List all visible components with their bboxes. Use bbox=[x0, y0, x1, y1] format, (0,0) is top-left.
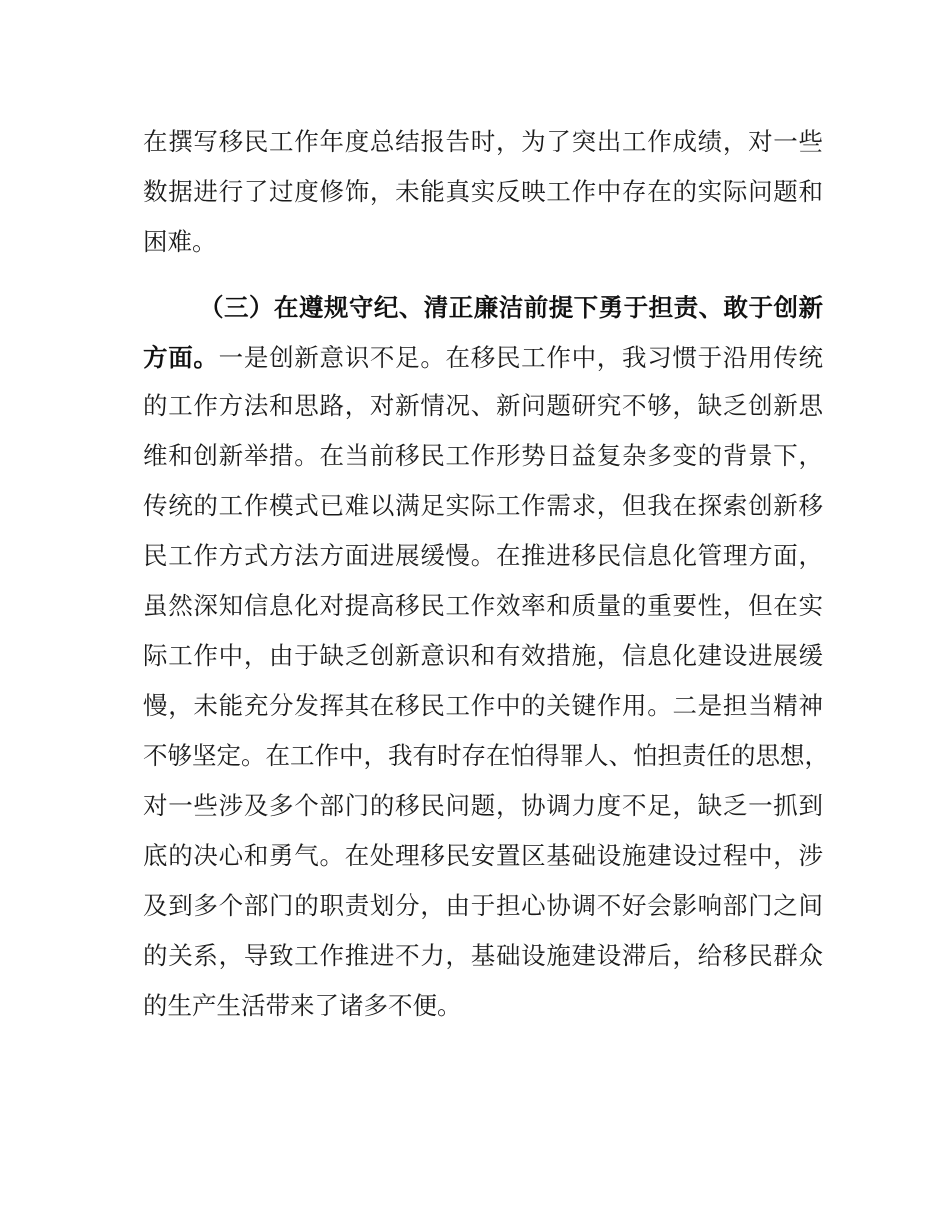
paragraph-2-line: 虽然深知信息化对提高移民工作效率和质量的重要性，但在实 bbox=[143, 591, 823, 620]
paragraph-2-line: 及到多个部门的职责划分，由于担心协调不好会影响部门之间 bbox=[143, 891, 823, 920]
paragraph-2-line: 底的决心和勇气。在处理移民安置区基础设施建设过程中，涉 bbox=[143, 841, 823, 870]
paragraph-1-line-2: 数据进行了过度修饰，未能真实反映工作中存在的实际问题和 bbox=[143, 177, 823, 206]
paragraph-2-line: 际工作中，由于缺乏创新意识和有效措施，信息化建设进展缓 bbox=[143, 641, 823, 670]
paragraph-2-line: 传统的工作模式已难以满足实际工作需求，但我在探索创新移 bbox=[143, 491, 823, 520]
paragraph-2-line: 对一些涉及多个部门的移民问题，协调力度不足，缺乏一抓到 bbox=[143, 791, 823, 820]
paragraph-2-line: 慢，未能充分发挥其在移民工作中的关键作用。二是担当精神 bbox=[143, 691, 823, 720]
paragraph-2-last-line: 的生产生活带来了诸多不便。 bbox=[143, 991, 462, 1020]
paragraph-1-line-3: 困难。 bbox=[143, 227, 217, 256]
paragraph-2-line: 不够坚定。在工作中，我有时存在怕得罪人、怕担责任的思想， bbox=[143, 741, 829, 770]
section-heading-line-1: （三）在遵规守纪、清正廉洁前提下勇于担责、敢于创新 bbox=[199, 293, 823, 322]
paragraph-2-line: 的工作方法和思路，对新情况、新问题研究不够，缺乏创新思 bbox=[143, 391, 823, 420]
paragraph-2-line: 的关系，导致工作推进不力，基础设施建设滞后，给移民群众 bbox=[143, 941, 823, 970]
paragraph-2-line: 维和创新举措。在当前移民工作形势日益复杂多变的背景下， bbox=[143, 441, 823, 470]
paragraph-2-line-1-text: 一是创新意识不足。在移民工作中，我习惯于沿用传统 bbox=[218, 343, 824, 372]
paragraph-2-line: 民工作方式方法方面进展缓慢。在推进移民信息化管理方面， bbox=[143, 541, 823, 570]
paragraph-1-line-1: 在撰写移民工作年度总结报告时，为了突出工作成绩，对一些 bbox=[143, 127, 823, 156]
section-heading-end: 方面。 bbox=[143, 343, 219, 372]
section-heading-line-2 bbox=[143, 338, 823, 378]
